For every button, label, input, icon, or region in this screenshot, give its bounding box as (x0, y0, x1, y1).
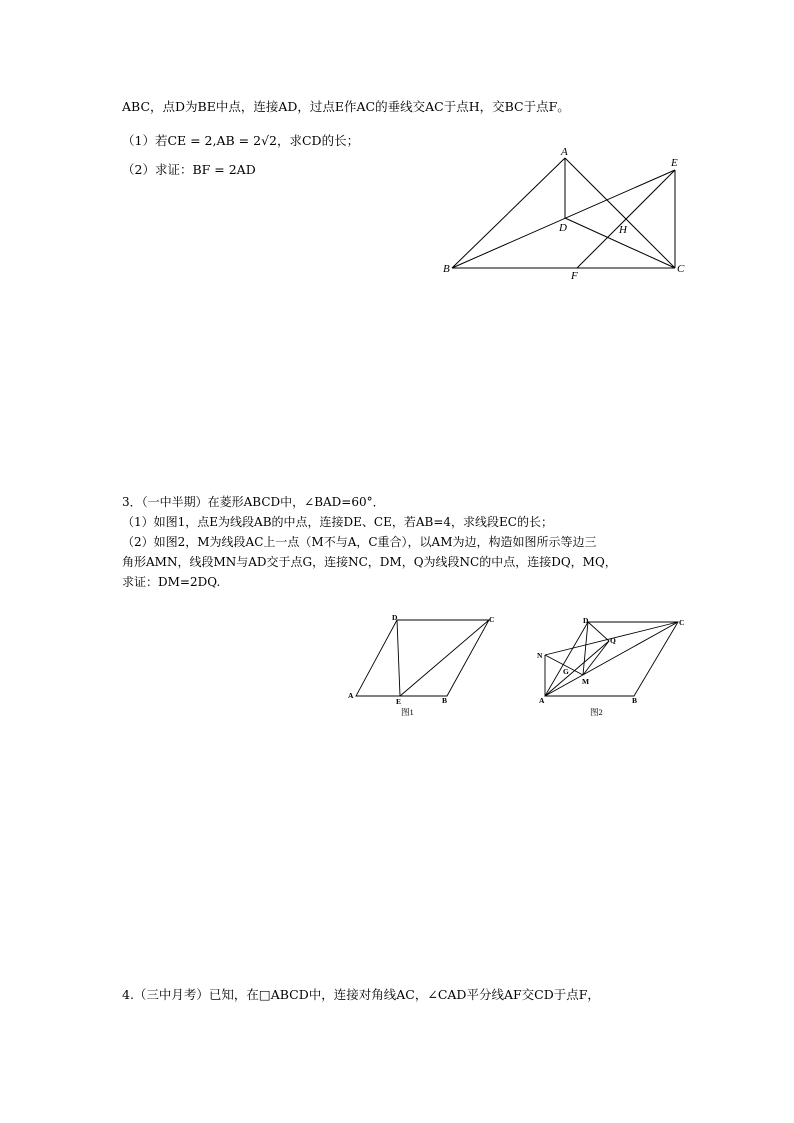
fig2-point-Q: Q (610, 636, 616, 645)
fig1-point-B: B (442, 696, 448, 705)
problem2-question-1: （1）若CE = 2,AB = 2√2，求CD的长； (122, 133, 360, 148)
problem4-header: 4.（三中月考）已知，在□ABCD中，连接对角线AC，∠CAD平分线AF交CD于点F， (122, 987, 600, 1002)
problem2-question-2: （2）求证：BF = 2AD (122, 162, 256, 177)
point-F-label: F (571, 270, 578, 282)
problem2-intro: ABC，点D为BE中点，连接AD，过点E作AC的垂线交AC于点H，交BC于点F。 (122, 99, 570, 114)
fig2-point-N: N (537, 651, 543, 660)
problem3-question-2-line3: 求证：DM=2DQ. (122, 575, 221, 589)
fig2-point-G: G (563, 667, 569, 676)
fig2-point-A: A (539, 696, 545, 705)
point-E-label: E (671, 157, 678, 169)
fig2-point-D: D (583, 616, 589, 625)
fig1-point-D: D (392, 613, 398, 622)
point-D-label: D (559, 222, 567, 234)
problem3-question-2-line2: 角形AMN，线段MN与AD交于点G，连接NC，DM，Q为线段NC的中点，连接DQ，MQ， (122, 555, 617, 569)
point-A-label: A (561, 146, 568, 158)
fig2-caption: 图2 (590, 707, 603, 717)
fig1-point-E: E (396, 697, 402, 706)
problem3-question-1: （1）如图1，点E为线段AB的中点，连接DE、CE，若AB=4，求线段EC的长； (122, 515, 553, 529)
fig2-point-C: C (679, 618, 685, 627)
fig1-caption: 图1 (401, 707, 414, 717)
fig2-point-B: B (632, 696, 638, 705)
fig2-point-M: M (582, 677, 590, 686)
problem3-header: 3．（一中半期）在菱形ABCD中，∠BAD=60°． (122, 495, 385, 509)
fig1-point-C: C (489, 615, 495, 624)
problem3-question-2-line1: （2）如图2，M为线段AC上一点（M不与A，C重合），以AM为边，构造如图所示等边三 (122, 535, 597, 549)
point-B-label: B (443, 263, 450, 275)
point-H-label: H (619, 224, 627, 236)
point-C-label: C (677, 263, 685, 275)
fig1-point-A: A (348, 691, 354, 700)
